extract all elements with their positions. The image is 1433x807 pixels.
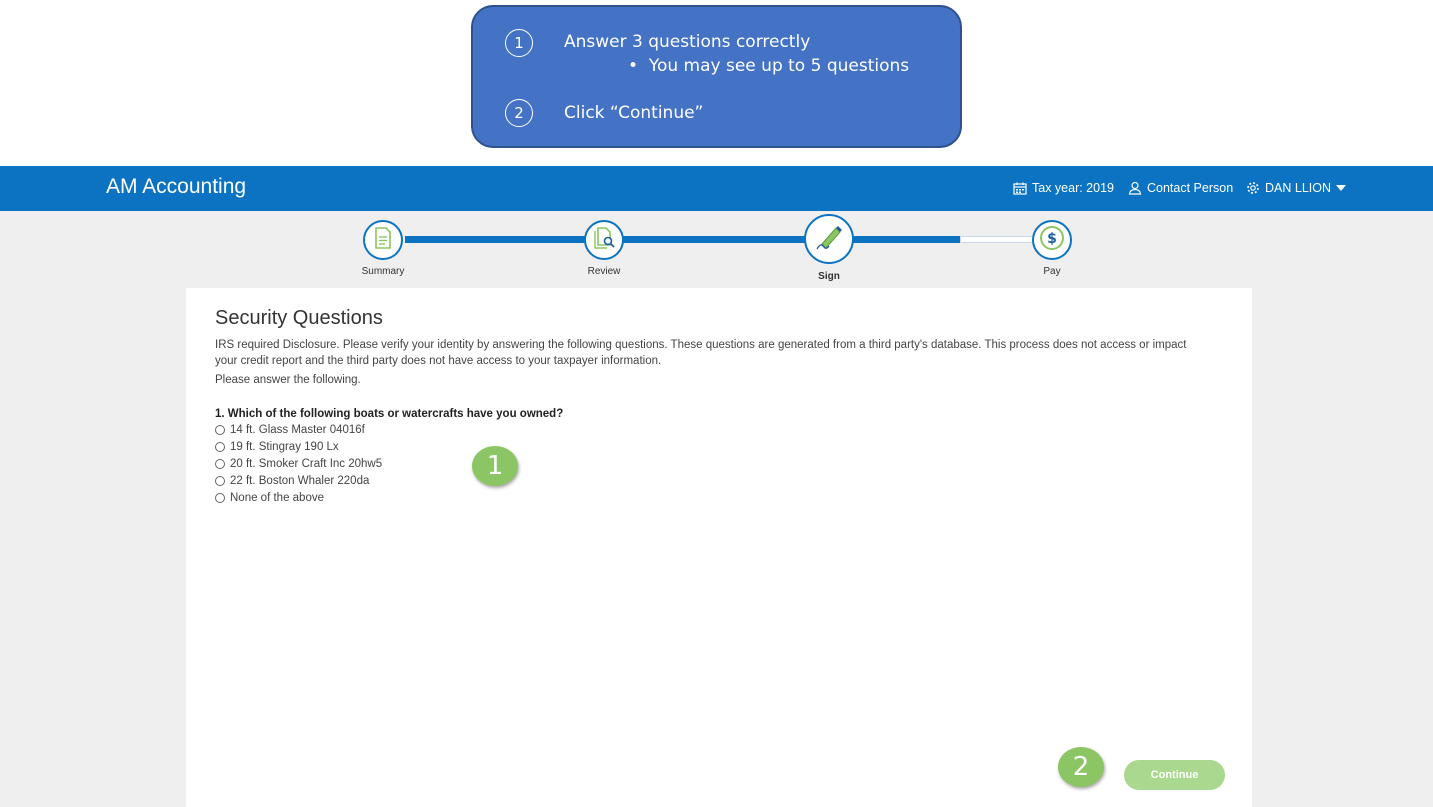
answer-option[interactable]	[215, 441, 339, 453]
security-questions-card	[186, 288, 1252, 807]
dollar-icon	[1039, 225, 1065, 256]
radio-button[interactable]	[215, 476, 225, 486]
person-icon	[1128, 181, 1142, 195]
step-sign-label: Sign	[818, 271, 840, 282]
caret-down-icon	[1336, 185, 1346, 192]
answer-option-label: 14 ft. Glass Master 04016f	[230, 424, 365, 436]
step-summary-label: Summary	[361, 266, 405, 277]
radio-button[interactable]	[215, 425, 225, 435]
user-menu[interactable]	[1246, 181, 1346, 195]
answer-option-label: 19 ft. Stingray 190 Lx	[230, 441, 339, 453]
instruction-callout	[471, 5, 962, 148]
answer-option[interactable]	[215, 424, 365, 436]
progress-bar-filled	[405, 236, 965, 243]
callout-step-text: Answer 3 questions correctly	[564, 32, 811, 52]
tax-year-selector[interactable]	[1013, 181, 1114, 195]
answer-option-label: 22 ft. Boston Whaler 220da	[230, 475, 370, 487]
callout-sub-bullet: • You may see up to 5 questions	[628, 56, 910, 76]
document-search-icon	[593, 226, 615, 255]
contact-person-label: Contact Person	[1147, 181, 1234, 195]
step-summary[interactable]	[363, 220, 403, 260]
continue-button[interactable]: Continue	[1124, 760, 1225, 790]
answer-option-label: None of the above	[230, 492, 324, 504]
answer-option[interactable]	[215, 458, 382, 470]
annotation-badge-1: 1	[472, 446, 518, 486]
callout-sub-bullet-text: You may see up to 5 questions	[648, 56, 910, 76]
callout-step-number: 2	[505, 99, 533, 127]
page-title: Security Questions	[215, 307, 383, 329]
user-name: DAN LLION	[1265, 181, 1331, 195]
step-review[interactable]	[584, 220, 624, 260]
callout-step-text: Click “Continue”	[564, 103, 704, 123]
answer-option[interactable]	[215, 475, 369, 487]
annotation-badge-2: 2	[1058, 747, 1104, 787]
app-header	[0, 166, 1433, 211]
step-sign[interactable]	[804, 214, 854, 264]
radio-button[interactable]	[215, 493, 225, 503]
step-pay-label: Pay	[1043, 266, 1061, 277]
answer-option-label: 20 ft. Smoker Craft Inc 20hw5	[230, 458, 383, 470]
callout-step-number: 1	[505, 29, 533, 57]
brand-name: AM Accounting	[106, 175, 247, 198]
question-text: 1. Which of the following boats or watercrafts have you owned?	[215, 408, 564, 420]
progress-bar-remaining	[960, 236, 1035, 243]
step-review-label: Review	[587, 266, 621, 277]
document-icon	[374, 227, 392, 254]
instruction-text: Please answer the following.	[215, 374, 361, 386]
irs-disclosure-text: IRS required Disclosure. Please verify your identity by answering the following questions. These questions are generated from a third party's database. This process does not access or impact your credit report and the third party does not have access to your taxpayer information.	[215, 339, 1187, 367]
pen-icon	[814, 222, 844, 257]
radio-button[interactable]	[215, 442, 225, 452]
svg-text:$: $	[1047, 230, 1057, 247]
calendar-icon	[1013, 182, 1027, 195]
gear-icon	[1246, 181, 1260, 195]
answer-option[interactable]	[215, 492, 324, 504]
contact-person-link[interactable]	[1128, 181, 1233, 195]
step-pay[interactable]	[1032, 220, 1072, 260]
radio-button[interactable]	[215, 459, 225, 469]
tax-year-label: Tax year: 2019	[1032, 181, 1114, 195]
